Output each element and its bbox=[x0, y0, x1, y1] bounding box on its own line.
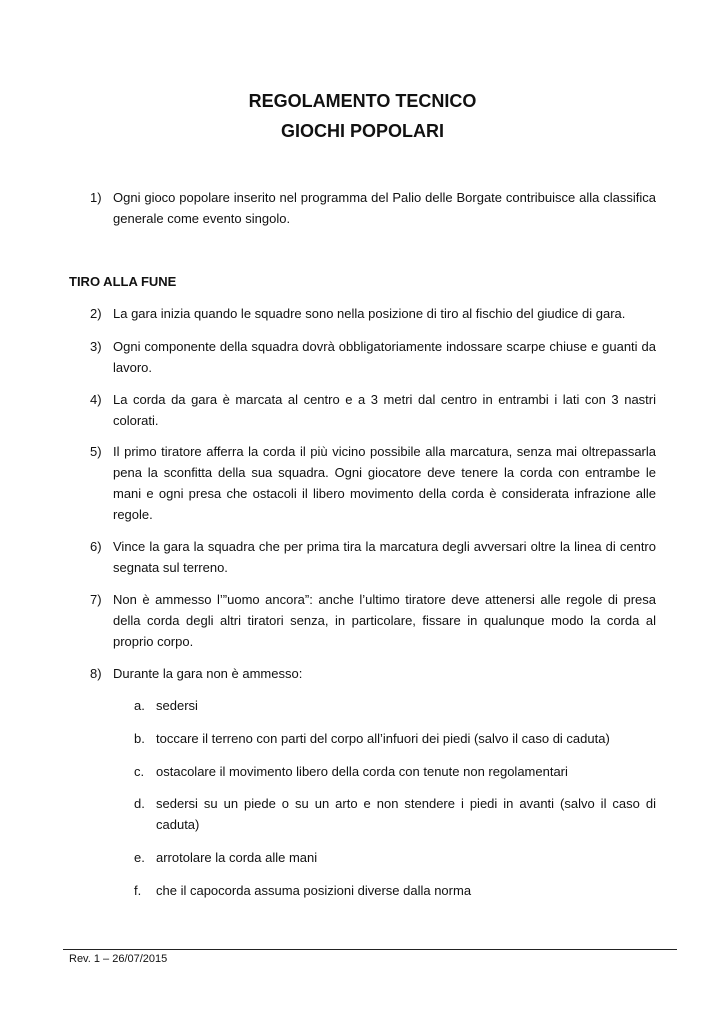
rule-number: 6) bbox=[90, 539, 102, 554]
rule-item-8 bbox=[90, 663, 656, 684]
rule-number: 7) bbox=[90, 592, 102, 607]
subitem-letter: c. bbox=[134, 764, 145, 779]
rule-text: Ogni componente della squadra dovrà obbligatoriamente indossare scarpe chiuse e guanti da lavoro. bbox=[113, 339, 656, 375]
rule-text: Il primo tiratore afferra la corda il più vicino possibile alla marcatura, senza mai oltrepassarla pena la sconfitta della sua squadra. Ogni giocatore deve tenere la corda con entrambe le mani e ogni presa che ostacoli il libero movimento della corda è considerata infrazione alle regole. bbox=[113, 444, 656, 522]
subitem-text: toccare il terreno con parti del corpo all’infuori dei piedi (salvo il caso di caduta) bbox=[156, 731, 610, 746]
rule-text: Ogni gioco popolare inserito nel programma del Palio delle Borgate contribuisce alla classifica generale come evento singolo. bbox=[113, 190, 656, 226]
subitem-letter: b. bbox=[134, 731, 145, 746]
subitem-text: sedersi bbox=[156, 698, 198, 713]
rule-number: 2) bbox=[90, 306, 102, 321]
subitem-f bbox=[134, 880, 656, 901]
subitem-text: che il capocorda assuma posizioni diverse dalla norma bbox=[156, 883, 472, 898]
rule-text: La corda da gara è marcata al centro e a 3 metri dal centro in entrambi i lati con 3 nastri colorati. bbox=[113, 392, 656, 428]
footer-revision: Rev. 1 – 26/07/2015 bbox=[69, 953, 168, 965]
rule-item-2 bbox=[90, 303, 656, 324]
subitem-a bbox=[134, 695, 656, 716]
rule-text: Durante la gara non è ammesso: bbox=[113, 666, 303, 681]
rule-number: 5) bbox=[90, 444, 102, 459]
section-heading-tiro-alla-fune: TIRO ALLA FUNE bbox=[69, 274, 177, 289]
subitem-letter: d. bbox=[134, 796, 145, 811]
subitem-text: sedersi su un piede o su un arto e non stendere i piedi in avanti (salvo il caso di caduta) bbox=[156, 796, 656, 832]
rule-text: Vince la gara la squadra che per prima tira la marcatura degli avversari oltre la linea di centro segnata sul terreno. bbox=[113, 539, 656, 575]
rule-number: 3) bbox=[90, 339, 102, 354]
rule-text: Non è ammesso l’”uomo ancora”: anche l’ultimo tiratore deve attenersi alle regole di presa della corda degli altri tiratori senza, in particolare, fissare in qualunque modo la corda al proprio corpo. bbox=[113, 592, 656, 649]
rule-item-4 bbox=[90, 389, 656, 431]
rule-item-3 bbox=[90, 336, 656, 378]
subitem-b bbox=[134, 728, 656, 749]
rule-text: La gara inizia quando le squadre sono nella posizione di tiro al fischio del giudice di gara. bbox=[113, 306, 626, 321]
rule-item-5 bbox=[90, 441, 656, 525]
rule-number: 1) bbox=[90, 190, 102, 205]
subitem-d bbox=[134, 793, 656, 835]
rule-number: 4) bbox=[90, 392, 102, 407]
subitem-text: arrotolare la corda alle mani bbox=[156, 850, 318, 865]
subitem-text: ostacolare il movimento libero della corda con tenute non regolamentari bbox=[156, 764, 568, 779]
document-title: REGOLAMENTO TECNICO bbox=[248, 91, 477, 111]
rule-item-7 bbox=[90, 589, 656, 652]
subitem-letter: a. bbox=[134, 698, 145, 713]
document-subtitle: GIOCHI POPOLARI bbox=[280, 121, 444, 141]
footer-divider bbox=[63, 949, 677, 950]
subitem-letter: e. bbox=[134, 850, 145, 865]
subitem-e bbox=[134, 847, 656, 868]
subitem-letter: f. bbox=[134, 883, 142, 898]
rule-item-6 bbox=[90, 536, 656, 578]
subitem-c bbox=[134, 761, 656, 782]
rule-number: 8) bbox=[90, 666, 102, 681]
rule-item-1 bbox=[90, 187, 656, 229]
